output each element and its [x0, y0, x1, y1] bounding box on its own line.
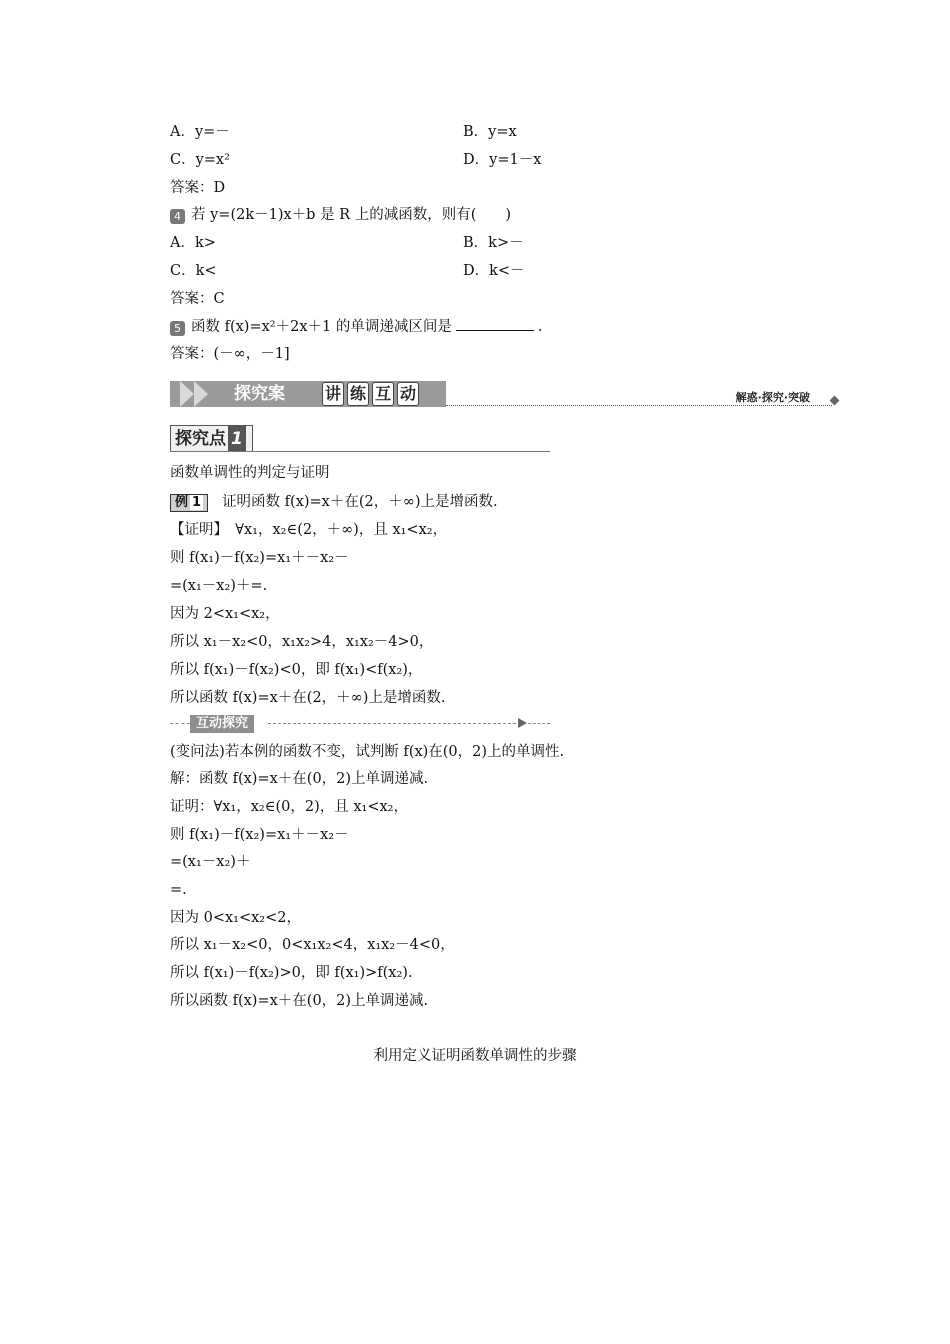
- interactive-explore-tag: 互动探究: [190, 715, 254, 733]
- example-1: [170, 492, 498, 512]
- proof-line: 所以 f(x₁)－f(x₂)<0，即 f(x₁)<f(x₂)，: [170, 662, 423, 678]
- topic-number: 1: [228, 426, 246, 452]
- topic-title: 函数单调性的判定与证明: [170, 465, 330, 481]
- variant-line: 因为 0<x₁<x₂<2，: [170, 910, 301, 926]
- example-badge-number: 1: [192, 495, 202, 510]
- banner-char: 互: [372, 382, 394, 406]
- variant-line: 解：函数 f(x)=x＋在(0，2)上单调递减.: [170, 771, 429, 787]
- question-stem: 若 y=(2k－1)x＋b 是 R 上的减函数，则有( ): [191, 207, 512, 223]
- question-number-badge: 5: [170, 321, 185, 336]
- question-5: [170, 316, 542, 337]
- variant-line: 则 f(x₁)－f(x₂)=x₁＋－x₂－: [170, 827, 349, 843]
- option-a: A．k>: [170, 235, 216, 251]
- proof-line: 【证明】 ∀x₁，x₂∈(2，＋∞)，且 x₁<x₂，: [170, 522, 448, 538]
- variant-line: 所以 f(x₁)－f(x₂)>0，即 f(x₁)>f(x₂).: [170, 965, 413, 981]
- dashed-rule: [170, 723, 190, 724]
- variant-line: 所以 x₁－x₂<0，0<x₁x₂<4，x₁x₂－4<0，: [170, 937, 455, 953]
- question-stem: 函数 f(x)=x²＋2x＋1 的单调递减区间是: [191, 319, 452, 335]
- option-d: D．k<－: [463, 263, 525, 279]
- variant-line: (变问法)若本例的函数不变，试判断 f(x)在(0，2)上的单调性.: [170, 744, 565, 760]
- banner-title: 探究案: [234, 384, 285, 404]
- banner-char: 练: [347, 382, 369, 406]
- example-statement: 证明函数 f(x)=x＋在(2，＋∞)上是增函数.: [222, 494, 498, 510]
- chevron-icon: [180, 381, 194, 407]
- answer: 答案：D: [170, 180, 226, 196]
- option-c: C．y=x²: [170, 152, 230, 168]
- dashed-rule: [528, 723, 550, 724]
- proof-line: 所以函数 f(x)=x＋在(2，＋∞)上是增函数.: [170, 690, 446, 706]
- option-d: D．y=1－x: [463, 152, 542, 168]
- banner-char: 讲: [322, 382, 344, 406]
- variant-line: =.: [170, 882, 187, 898]
- chevron-icon: [194, 381, 208, 407]
- topic-label-box: [170, 425, 253, 452]
- example-badge-label: 例: [175, 495, 189, 510]
- option-c: C．k<: [170, 263, 217, 279]
- dotted-rule: [446, 405, 832, 406]
- option-a: A．y=－: [170, 124, 230, 140]
- dashed-rule: [268, 723, 516, 724]
- interactive-explore-divider: [170, 714, 550, 734]
- banner-char: 动: [397, 382, 419, 406]
- question-4: [170, 205, 511, 225]
- arrow-right-icon: [518, 718, 527, 728]
- proof-line: =(x₁－x₂)＋=.: [170, 578, 268, 594]
- topic-underline: [170, 451, 550, 452]
- variant-line: 证明：∀x₁，x₂∈(0，2)，且 x₁<x₂，: [170, 799, 408, 815]
- answer: 答案：C: [170, 291, 225, 307]
- topic-heading: [170, 425, 550, 453]
- example-badge: [170, 494, 208, 512]
- answer: 答案：(－∞，－1]: [170, 346, 290, 362]
- proof-line: 因为 2<x₁<x₂，: [170, 606, 280, 622]
- summary-title: 利用定义证明函数单调性的步骤: [373, 1048, 577, 1064]
- option-b: B．k>－: [463, 235, 524, 251]
- section-banner: [170, 378, 840, 412]
- banner-subtitle: [322, 382, 422, 406]
- option-b: B．y=x: [463, 124, 517, 140]
- proof-line: 则 f(x₁)－f(x₂)=x₁＋－x₂－: [170, 550, 349, 566]
- diamond-icon: [830, 396, 840, 406]
- question-number-badge: 4: [170, 209, 185, 224]
- question-stem-end: .: [537, 319, 543, 335]
- topic-label: 探究点: [175, 429, 226, 449]
- variant-line: =(x₁－x₂)＋: [170, 854, 251, 870]
- answer-blank: [456, 316, 534, 331]
- variant-line: 所以函数 f(x)=x＋在(0，2)上单调递减.: [170, 993, 429, 1009]
- proof-line: 所以 x₁－x₂<0，x₁x₂>4，x₁x₂－4>0，: [170, 634, 434, 650]
- banner-tagline: 解惑·探究·突破: [735, 391, 810, 404]
